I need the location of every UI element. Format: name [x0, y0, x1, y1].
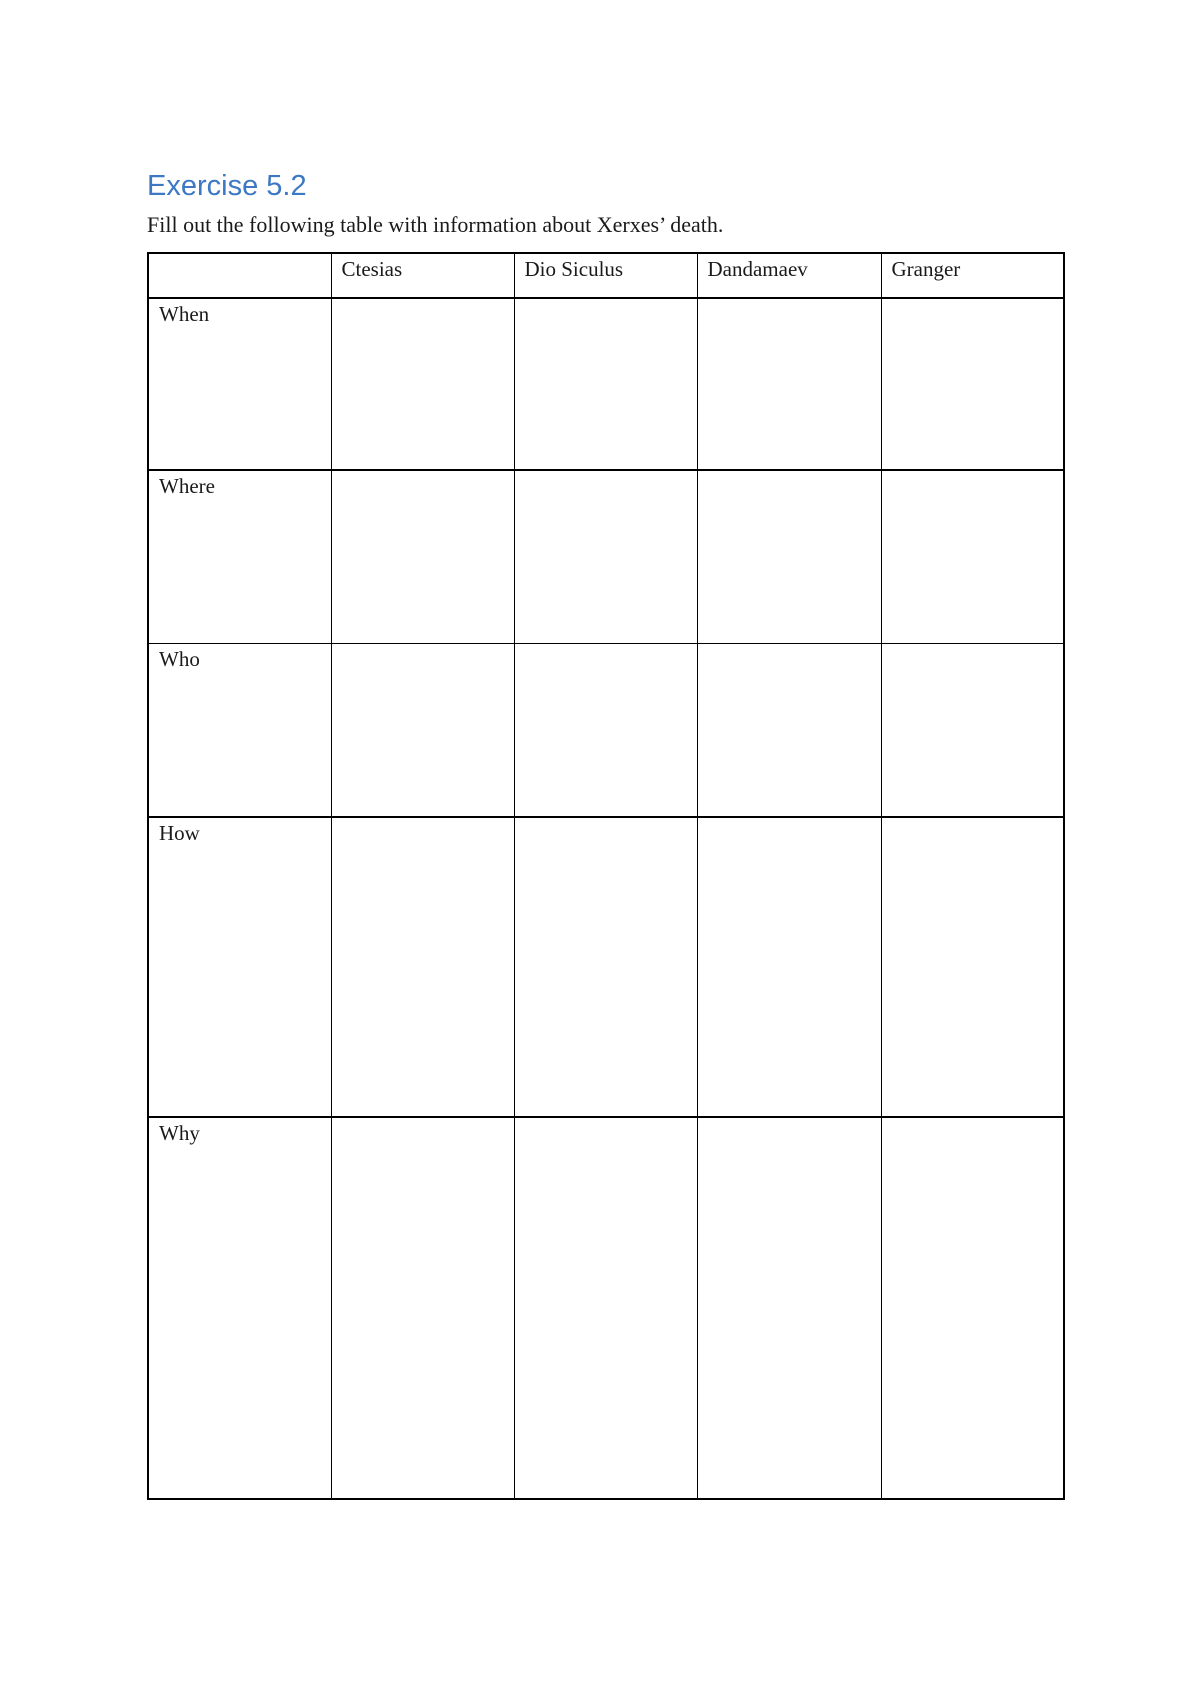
cell-when-granger[interactable]	[881, 298, 1064, 470]
cell-how-dio-siculus[interactable]	[514, 817, 697, 1117]
cell-when-dandamaev[interactable]	[697, 298, 881, 470]
cell-why-dio-siculus[interactable]	[514, 1117, 697, 1499]
cell-how-ctesias[interactable]	[331, 817, 514, 1117]
cell-why-ctesias[interactable]	[331, 1117, 514, 1499]
cell-who-dio-siculus[interactable]	[514, 644, 697, 818]
header-cell-ctesias: Ctesias	[331, 253, 514, 298]
header-cell-dandamaev: Dandamaev	[697, 253, 881, 298]
table-row-who	[148, 644, 1064, 818]
header-cell-corner	[148, 253, 331, 298]
cell-why-dandamaev[interactable]	[697, 1117, 881, 1499]
header-cell-granger: Granger	[881, 253, 1064, 298]
row-label-who: Who	[148, 644, 331, 818]
exercise-instruction: Fill out the following table with information about Xerxes’ death.	[147, 212, 724, 237]
table-row-when	[148, 298, 1064, 470]
cell-when-dio-siculus[interactable]	[514, 298, 697, 470]
xerxes-death-table	[147, 252, 1065, 1500]
table-header-row	[148, 253, 1064, 298]
table-row-how	[148, 817, 1064, 1117]
cell-where-ctesias[interactable]	[331, 470, 514, 644]
cell-why-granger[interactable]	[881, 1117, 1064, 1499]
cell-when-ctesias[interactable]	[331, 298, 514, 470]
cell-where-dio-siculus[interactable]	[514, 470, 697, 644]
table-row-why	[148, 1117, 1064, 1499]
cell-how-granger[interactable]	[881, 817, 1064, 1117]
row-label-when: When	[148, 298, 331, 470]
exercise-title: Exercise 5.2	[147, 170, 307, 202]
cell-where-granger[interactable]	[881, 470, 1064, 644]
row-label-why: Why	[148, 1117, 331, 1499]
cell-who-dandamaev[interactable]	[697, 644, 881, 818]
cell-where-dandamaev[interactable]	[697, 470, 881, 644]
table-row-where	[148, 470, 1064, 644]
cell-how-dandamaev[interactable]	[697, 817, 881, 1117]
row-label-where: Where	[148, 470, 331, 644]
cell-who-ctesias[interactable]	[331, 644, 514, 818]
row-label-how: How	[148, 817, 331, 1117]
cell-who-granger[interactable]	[881, 644, 1064, 818]
header-cell-dio-siculus: Dio Siculus	[514, 253, 697, 298]
